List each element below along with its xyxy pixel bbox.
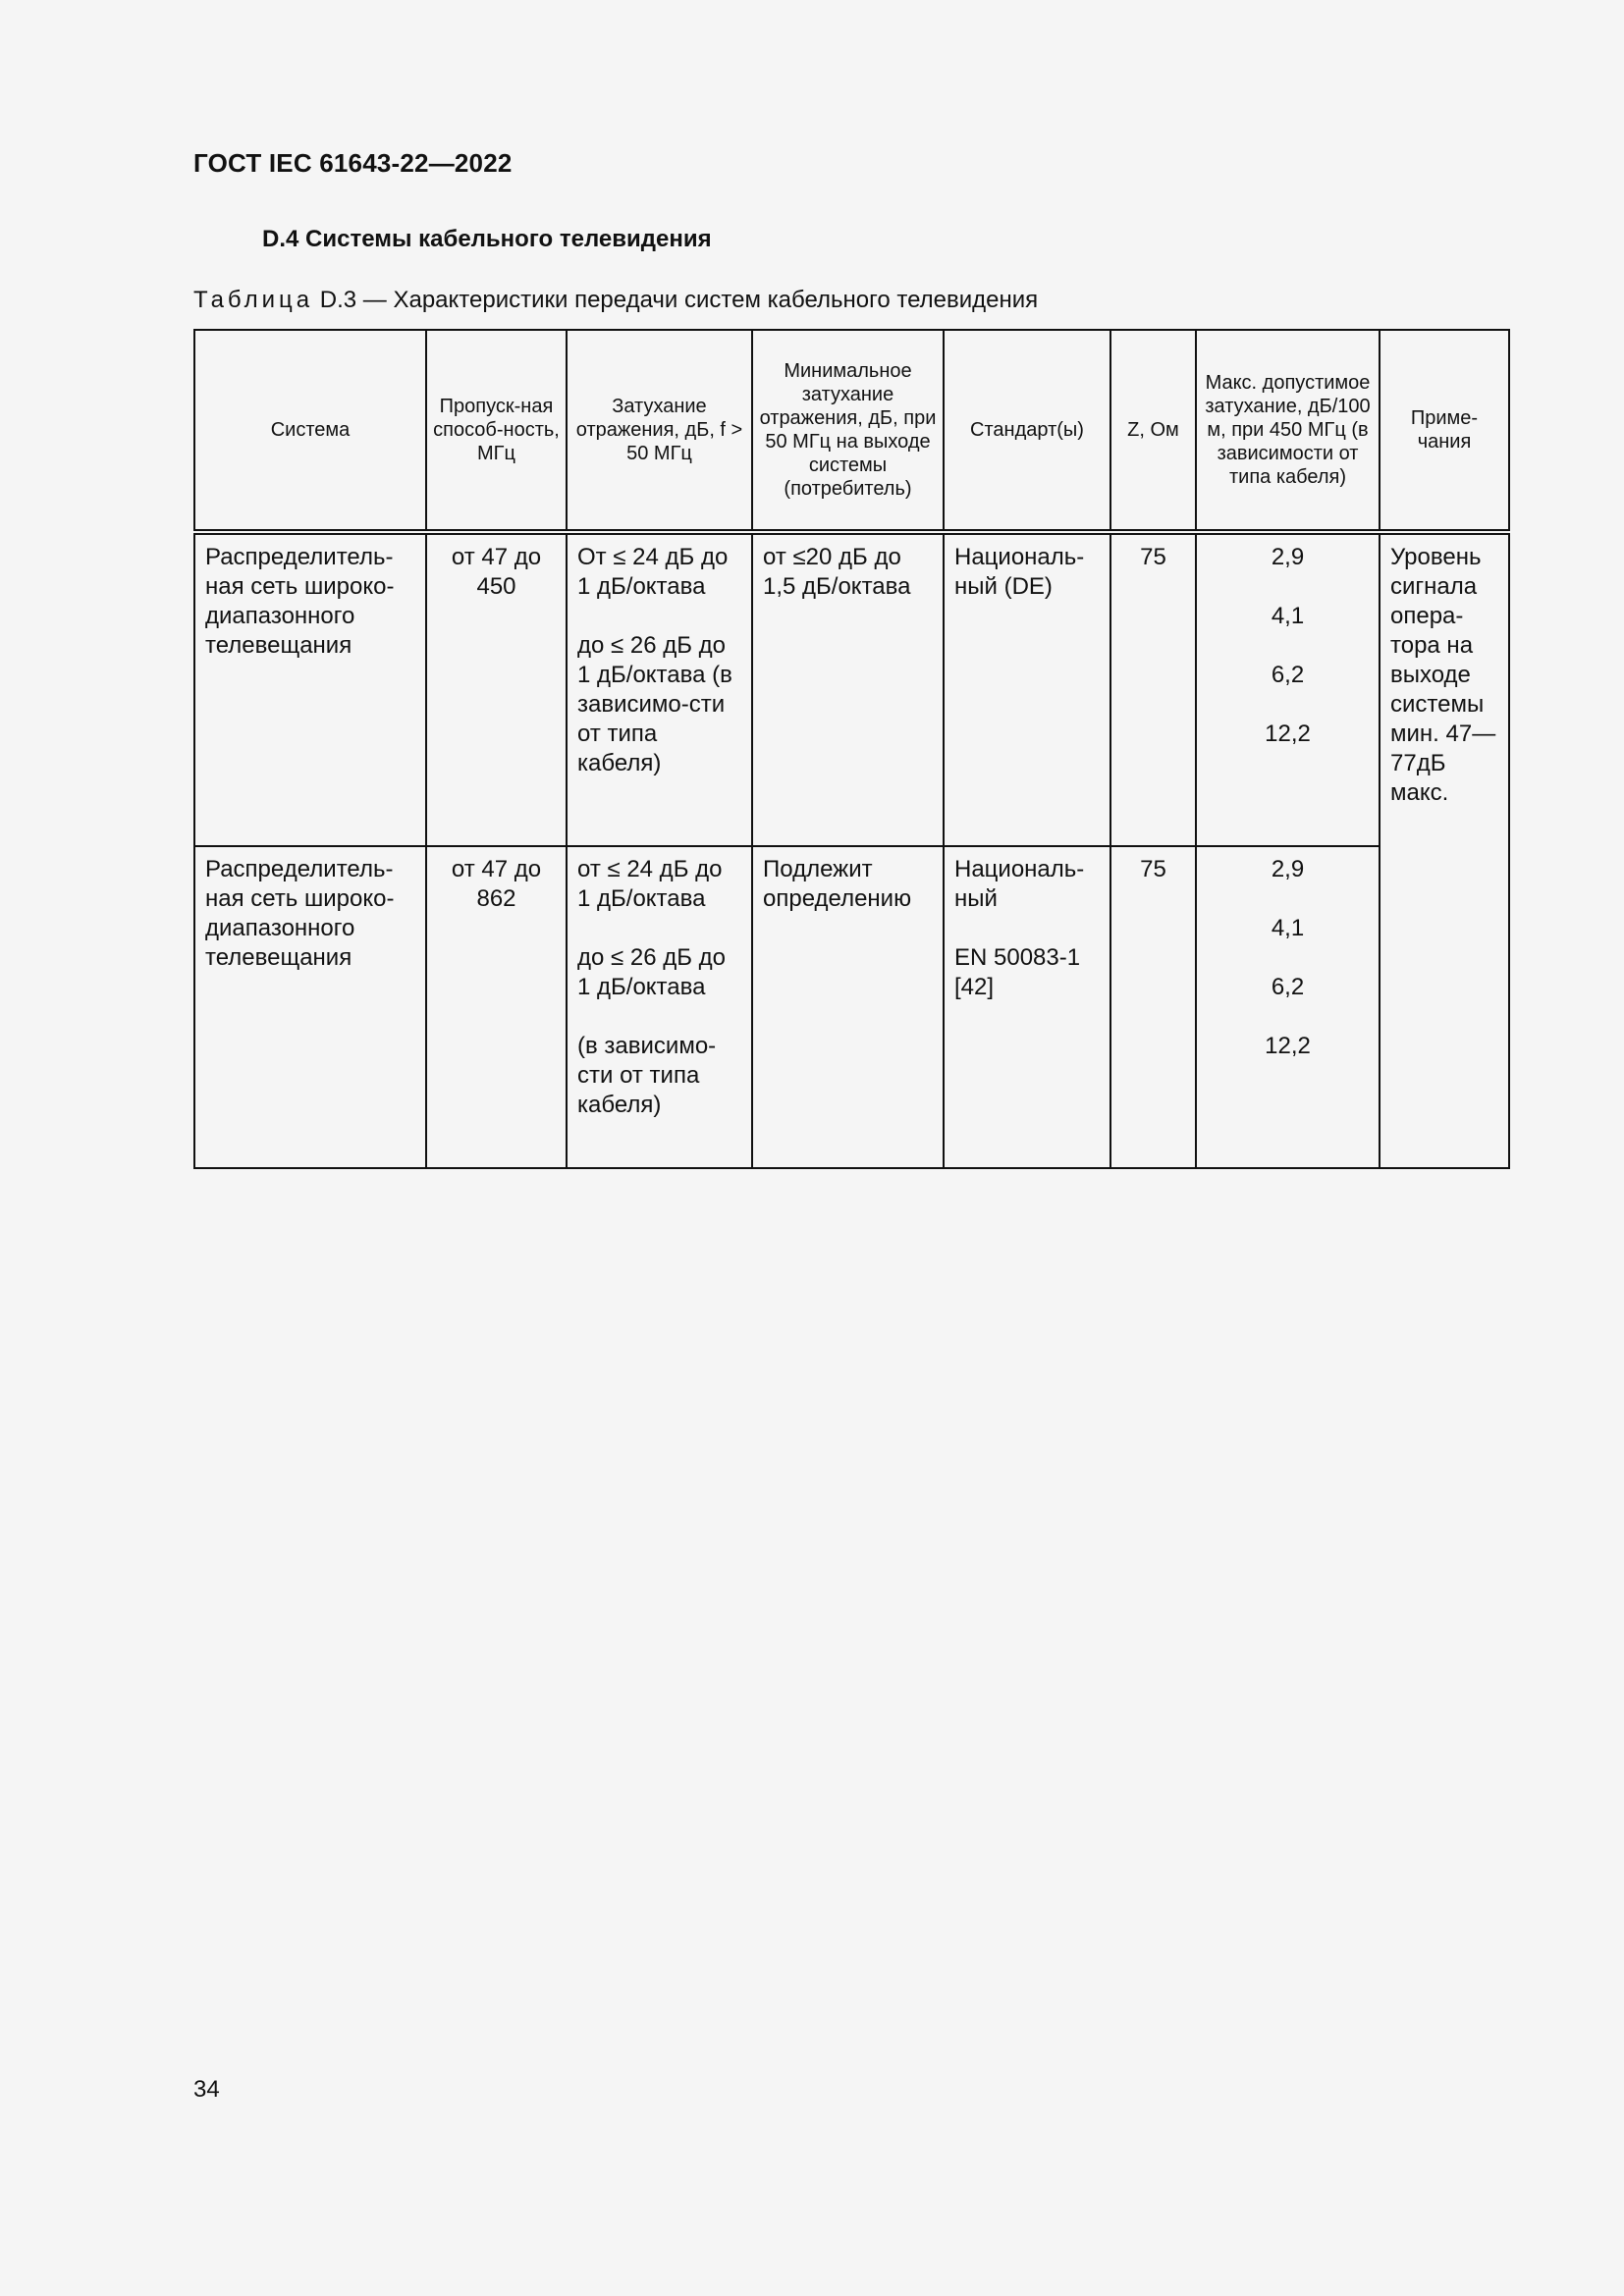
cell-return-loss (567, 532, 752, 846)
header-notes: Приме-чания (1380, 330, 1509, 532)
cell-attenuation (1196, 532, 1380, 846)
cell-system: Распределитель-ная сеть широко-диапазонного телевещания (194, 532, 426, 846)
return-loss-range: от ≤ 24 дБ до 1 дБ/октава (577, 856, 723, 912)
page-number: 34 (193, 2076, 220, 2103)
attenuation-value: 2,9 (1271, 544, 1305, 570)
section-title: D.4 Системы кабельного телевидения (262, 226, 712, 252)
header-standard: Стандарт(ы) (944, 330, 1110, 532)
header-system: Система (194, 330, 426, 532)
standard-type: Националь-ный (954, 856, 1085, 912)
cell-bandwidth: от 47 до 862 (426, 846, 567, 1168)
return-loss-note: (в зависимо-сти от типа кабеля) (577, 1033, 717, 1118)
cell-standard: Националь-ный (DE) (944, 532, 1110, 846)
return-loss-range: От ≤ 24 дБ до 1 дБ/октава (577, 544, 729, 600)
cell-min-return-loss: Подлежит определению (752, 846, 944, 1168)
transmission-table (193, 329, 1510, 1169)
table-caption (193, 287, 1038, 314)
attenuation-value: 4,1 (1271, 603, 1305, 629)
cell-system: Распределитель-ная сеть широко-диапазонного телевещания (194, 846, 426, 1168)
cell-notes: Уровень сигнала опера-тора на выходе системы мин. 47—77дБ макс. (1380, 532, 1509, 1168)
table-row (194, 532, 1509, 846)
attenuation-value: 4,1 (1271, 915, 1305, 941)
table-header-row (194, 330, 1509, 532)
standard-reference: EN 50083-1 [42] (954, 944, 1081, 1000)
attenuation-value: 6,2 (1271, 662, 1305, 688)
cell-attenuation (1196, 846, 1380, 1168)
header-z: Z, Ом (1110, 330, 1196, 532)
cell-min-return-loss: от ≤20 дБ до 1,5 дБ/октава (752, 532, 944, 846)
caption-text: D.3 — Характеристики передачи систем кабельного телевидения (313, 287, 1039, 313)
cell-z: 75 (1110, 846, 1196, 1168)
attenuation-value: 12,2 (1265, 1033, 1311, 1059)
attenuation-value: 12,2 (1265, 721, 1311, 747)
cell-bandwidth: от 47 до 450 (426, 532, 567, 846)
header-bandwidth: Пропуск-ная способ-ность, МГц (426, 330, 567, 532)
document-header: ГОСТ IEC 61643-22—2022 (193, 148, 513, 178)
header-max-attenuation: Макс. допустимое затухание, дБ/100 м, при 450 МГц (в зависимости от типа кабеля) (1196, 330, 1380, 532)
return-loss-range-alt: до ≤ 26 дБ до 1 дБ/октава (в зависимо-сти от типа кабеля) (577, 632, 732, 776)
return-loss-range-alt: до ≤ 26 дБ до 1 дБ/октава (577, 944, 726, 1000)
header-return-loss: Затухание отражения, дБ, f > 50 МГц (567, 330, 752, 532)
attenuation-value: 6,2 (1271, 974, 1305, 1000)
cell-return-loss (567, 846, 752, 1168)
attenuation-value: 2,9 (1271, 856, 1305, 882)
cell-z: 75 (1110, 532, 1196, 846)
header-min-return-loss: Минимальное затухание отражения, дБ, при 50 МГц на выходе системы (потребитель) (752, 330, 944, 532)
table-row (194, 846, 1509, 1168)
caption-prefix: Таблица (193, 287, 314, 313)
cell-standard (944, 846, 1110, 1168)
